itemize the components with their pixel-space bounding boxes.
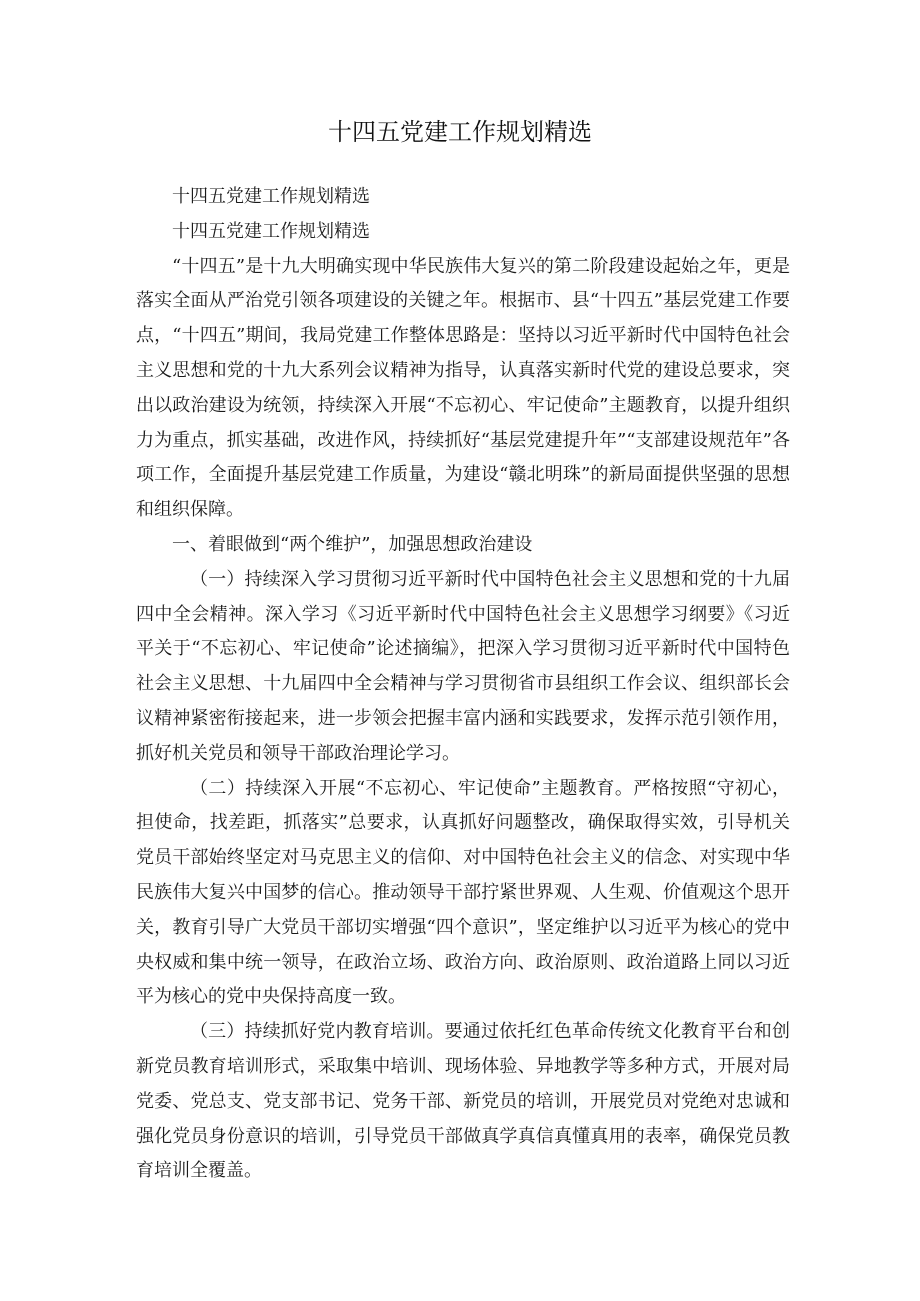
document-body xyxy=(136,180,790,1189)
repeated-title-line-2: 十四五党建工作规划精选 xyxy=(172,220,370,242)
document-title: 十四五党建工作规划精选 xyxy=(328,118,592,146)
subsection-2-paragraph: （二）持续深入开展“不忘初心、牢记使命”主题教育。严格按照“守初心，担使命，找差距，抓落实”总要求，认真抓好问题整改，确保取得实效，引导机关党员干部始终坚定对马克思主义的信仰、对中国特色社会主义的信念、对实现中华民族伟大复兴中国梦的信心。推动领导干部拧紧世界观、人生观、价值观这个思开关，教育引导广大党员干部切实增强“四个意识”，坚定维护以习近平为核心的党中央权威和集中统一领导，在政治立场、政治方向、政治原则、政治道路上同以习近平为核心的党中央保持高度一致。 xyxy=(136,777,790,1008)
subsection-1-paragraph: （一）持续深入学习贯彻习近平新时代中国特色社会主义思想和党的十九届四中全会精神。深入学习《习近平新时代中国特色社会主义思想学习纲要》《习近平关于“不忘初心、牢记使命”论述摘编》，把深入学习贯彻习近平新时代中国特色社会主义思想、十九届四中全会精神与学习贯彻省市县组织工作会议、组织部长会议精神紧密衔接起来，进一步领会把握丰富内涵和实践要求，发挥示范引领作用，抓好机关党员和领导干部政治理论学习。 xyxy=(136,568,790,764)
subsection-3-paragraph: （三）持续抓好党内教育培训。要通过依托红色革命传统文化教育平台和创新党员教育培训形式，采取集中培训、现场体验、异地教学等多种方式，开展对局党委、党总支、党支部书记、党务干部、新党员的培训，开展党员对党绝对忠诚和强化党员身份意识的培训，引导党员干部做真学真信真懂真用的表率，确保党员教育培训全覆盖。 xyxy=(136,1021,790,1182)
section-heading-1: 一、着眼做到“两个维护”，加强思想政治建设 xyxy=(172,533,533,555)
intro-paragraph: “十四五”是十九大明确实现中华民族伟大复兴的第二阶段建设起始之年，更是落实全面从严治党引领各项建设的关键之年。根据市、县“十四五”基层党建工作要点，“十四五”期间，我局党建工作整体思路是：坚持以习近平新时代中国特色社会主义思想和党的十九大系列会议精神为指导，认真落实新时代党的建设总要求，突出以政治建设为统领，持续深入开展“不忘初心、牢记使命”主题教育，以提升组织力为重点，抓实基础，改进作风，持续抓好“基层党建提升年”“支部建设规范年”各项工作，全面提升基层党建工作质量，为建设“赣北明珠”的新局面提供坚强的思想和组织保障。 xyxy=(136,255,790,521)
repeated-title-line-1: 十四五党建工作规划精选 xyxy=(172,186,370,207)
